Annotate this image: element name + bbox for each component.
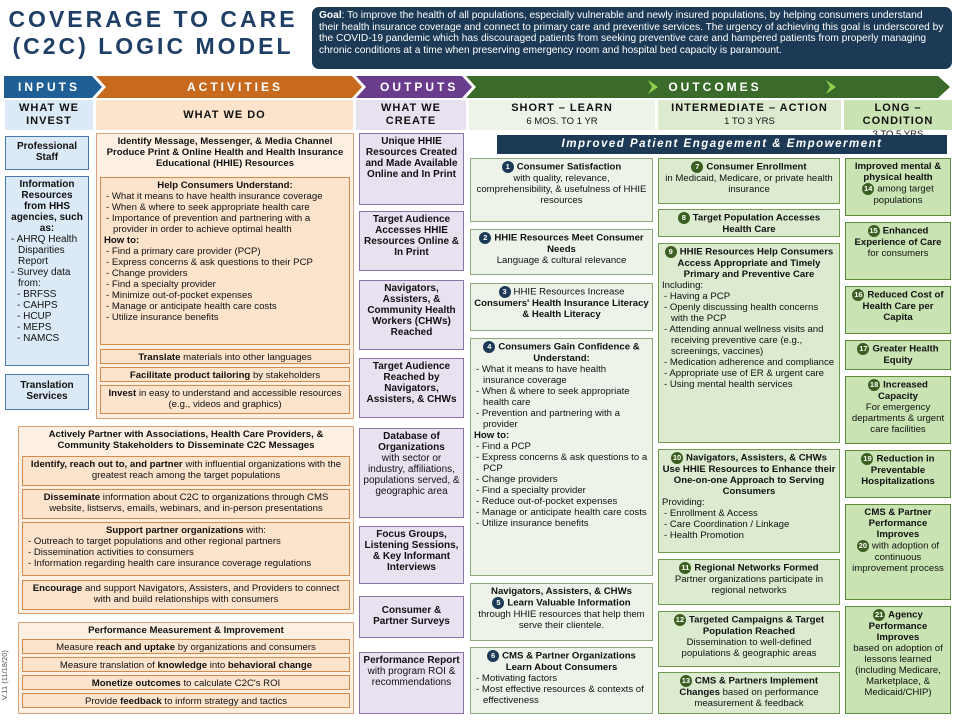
title-line-1: COVERAGE TO CARE bbox=[8, 6, 298, 32]
inter-11 bbox=[658, 559, 840, 605]
perf4-b: feedback bbox=[120, 696, 162, 707]
s4-title: Consumers Gain Confidence & Understand: bbox=[498, 341, 640, 364]
s3-b: Consumers' Health Insurance Literacy & Health Literacy bbox=[474, 298, 649, 320]
l16-num: 16 bbox=[854, 290, 863, 299]
l18-num: 18 bbox=[869, 380, 879, 389]
perf4-c: to inform strategy and tactics bbox=[161, 696, 288, 707]
page-title bbox=[8, 6, 298, 60]
input-info-title: Information Resources from HHS agencies, such as: bbox=[11, 179, 83, 234]
short-6 bbox=[470, 647, 653, 714]
support-bold: Support partner organizations bbox=[106, 525, 244, 536]
l19-num: 19 bbox=[863, 454, 872, 463]
header-outputs: OUTPUTS bbox=[380, 80, 459, 94]
activity-translate bbox=[100, 349, 350, 364]
l15-title: Enhanced Experience of Care bbox=[854, 225, 942, 248]
sub-intermediate-label: INTERMEDIATE – ACTION bbox=[671, 102, 828, 114]
banner: Improved Patient Engagement & Empowerment bbox=[497, 135, 947, 154]
i13-text: based on performance measurement & feedback bbox=[694, 687, 819, 709]
perf2-a: Measure translation of bbox=[59, 660, 158, 671]
perf-monetize bbox=[22, 675, 350, 690]
sub-long-label: LONG – CONDITION bbox=[862, 102, 934, 127]
perf2-d: behavioral change bbox=[227, 660, 313, 671]
s5-title: Learn Valuable Information bbox=[507, 597, 631, 609]
s4-howto-item: - Reduce out-of-pocket expenses bbox=[474, 496, 649, 507]
sub-intermediate bbox=[658, 100, 841, 130]
title-line-2: (C2C) LOGIC MODEL bbox=[12, 33, 294, 59]
s6-num: 6 bbox=[487, 650, 499, 662]
sub-short bbox=[469, 100, 655, 130]
l20-num: 20 bbox=[858, 541, 868, 550]
s4-howto-item: - Change providers bbox=[474, 474, 649, 485]
i10-item: - Health Promotion bbox=[662, 530, 836, 541]
activity-a1-title: Identify Message, Messenger, & Media Channel Produce Print & Online Health and Health Insurance Educational (HHIE) Resources bbox=[106, 136, 344, 169]
short-4 bbox=[470, 338, 653, 576]
sub-activities: WHAT WE DO bbox=[96, 100, 353, 130]
howto-item: - Find a primary care provider (PCP) bbox=[104, 246, 346, 257]
encourage-bold: Encourage bbox=[32, 583, 83, 594]
perf3-c: to calculate C2C's ROI bbox=[180, 678, 281, 689]
identify-bold: Identify, reach out to, and partner bbox=[30, 459, 183, 470]
activity-invest bbox=[100, 385, 350, 414]
activity-help-box bbox=[100, 177, 350, 345]
s5-text: through HHIE resources that help them serve their clientele. bbox=[478, 609, 645, 631]
howto-item: - Utilize insurance benefits bbox=[104, 312, 346, 323]
inter-10 bbox=[658, 449, 840, 553]
db-title: Database of Organizations bbox=[378, 431, 445, 453]
header-outcomes: OUTCOMES bbox=[668, 80, 762, 94]
i7-num: 7 bbox=[691, 161, 703, 173]
long-15 bbox=[845, 222, 951, 280]
perf1-a: Measure bbox=[56, 642, 97, 653]
l18-title: Increased Capacity bbox=[878, 379, 928, 402]
l21-num: 21 bbox=[875, 610, 884, 619]
invest-text: in easy to understand and accessible resources (e.g., videos and graphics) bbox=[136, 388, 342, 410]
output-2: Target Audience Accesses HHIE Resources Online & In Print bbox=[359, 211, 464, 271]
i10-title: Navigators, Assisters, & CHWs Use HHIE Resources to Enhance their One-on-one Approach to Serving Consumers bbox=[662, 452, 836, 497]
l16-title: Reduced Cost of Health Care per Capita bbox=[862, 289, 944, 323]
short-3 bbox=[470, 283, 653, 331]
howto-item: - Minimize out-of-pocket expenses bbox=[104, 290, 346, 301]
i9-item: - Attending annual wellness visits and receiving preventive care (e.g., screenings, vaccines) bbox=[662, 324, 836, 357]
s2-num: 2 bbox=[479, 232, 491, 244]
support-item: - Dissemination activities to consumers bbox=[26, 547, 346, 558]
i8-title: Target Population Accesses Health Care bbox=[692, 212, 821, 235]
howto-item: - Express concerns & ask questions to their PCP bbox=[104, 257, 346, 268]
i10-prov: Providing: bbox=[662, 497, 705, 508]
perf2-c: into bbox=[207, 660, 228, 671]
s4-howto-item: - Find a specialty provider bbox=[474, 485, 649, 496]
long-14 bbox=[845, 158, 951, 216]
long-20 bbox=[845, 504, 951, 600]
activity-tailoring bbox=[100, 367, 350, 382]
help-item: - When & where to seek appropriate health care bbox=[104, 202, 346, 213]
howto-item: - Change providers bbox=[104, 268, 346, 279]
invest-bold: Invest bbox=[108, 388, 137, 399]
long-16 bbox=[845, 286, 951, 334]
version-label: V.11 (11/18/20) bbox=[0, 650, 9, 700]
survey-item: - MEPS bbox=[15, 322, 85, 333]
perf3-b: Monetize outcomes bbox=[91, 678, 181, 689]
support-item: - Outreach to target populations and other regional partners bbox=[26, 536, 346, 547]
l21-text: based on adoption of lessons learned (including Medicare, Marketplace, & Medicaid/CHIP) bbox=[853, 643, 943, 698]
short-1 bbox=[470, 158, 653, 222]
i11-title: Regional Networks Formed bbox=[694, 562, 819, 574]
survey-item: - BRFSS bbox=[15, 289, 85, 300]
i9-item: - Having a PCP bbox=[662, 291, 836, 302]
i13-num: 13 bbox=[681, 676, 691, 685]
partner-title: Actively Partner with Associations, Health Care Providers, & Community Stakeholders to Disseminate C2C Messages bbox=[48, 429, 324, 451]
howto-item: - Find a specialty provider bbox=[104, 279, 346, 290]
sub-intermediate-time: 1 TO 3 YRS bbox=[724, 116, 775, 127]
output-1: Unique HHIE Resources Created and Made Available Online and In Print bbox=[359, 133, 464, 205]
inter-7 bbox=[658, 158, 840, 204]
perf-knowledge bbox=[22, 657, 350, 672]
i10-item: - Enrollment & Access bbox=[662, 508, 836, 519]
i9-incl: Including: bbox=[662, 280, 704, 291]
inter-13 bbox=[658, 672, 840, 714]
l20-text: with adoption of continuous improvement process bbox=[852, 540, 944, 574]
perf-feedback bbox=[22, 693, 350, 708]
l14-text: among target populations bbox=[873, 183, 934, 206]
i11-num: 11 bbox=[679, 562, 691, 574]
howto-item: - Manage or anticipate health care costs bbox=[104, 301, 346, 312]
long-18 bbox=[845, 376, 951, 444]
output-report bbox=[359, 652, 464, 714]
header-activities: ACTIVITIES bbox=[186, 80, 283, 94]
report-text: with program ROI & recommendations bbox=[367, 666, 456, 688]
i9-item: - Medication adherence and compliance bbox=[662, 357, 836, 368]
l21-title: Agency Performance Improves bbox=[868, 609, 928, 643]
perf-reach bbox=[22, 639, 350, 654]
l20-title: CMS & Partner Performance Improves bbox=[864, 507, 932, 540]
s1-title: Consumer Satisfaction bbox=[516, 161, 622, 173]
help-item: - What it means to have health insurance coverage bbox=[104, 191, 346, 202]
inter-8 bbox=[658, 209, 840, 237]
activity-encourage bbox=[22, 580, 350, 610]
i10-num: 10 bbox=[672, 453, 682, 462]
header-inputs: INPUTS bbox=[18, 80, 81, 94]
s5-top: Navigators, Assisters, & CHWs bbox=[491, 586, 632, 597]
goal-text: : To improve the health of all populations, especially vulnerable and newly insured populations, by helping consumers understand their health insurance coverage and connect to primary care and preventive services. The urgency of achieving this goal is underscored by the COVID-19 pandemic which has discouraged patients from seeking preventive care and hampered patients from properly managing chronic conditions at a time when preserving emergency room and hospital bed capacity is paramount. bbox=[319, 10, 944, 56]
i7-title: Consumer Enrollment bbox=[706, 161, 807, 173]
i12-title: Targeted Campaigns & Target Population Reached bbox=[688, 614, 825, 637]
support-item: - Information regarding health care insurance coverage regulations bbox=[26, 558, 346, 569]
s6-item: - Most effective resources & contexts of effectiveness bbox=[474, 684, 649, 706]
output-4: Target Audience Reached by Navigators, Assisters, & CHWs bbox=[359, 358, 464, 418]
i9-num: 9 bbox=[665, 246, 677, 258]
input-info-resources bbox=[5, 176, 89, 366]
i9-item: - Using mental health services bbox=[662, 379, 836, 390]
activity-disseminate bbox=[22, 489, 350, 519]
l15-text: for consumers bbox=[867, 248, 929, 259]
l15-num: 15 bbox=[869, 226, 878, 235]
i11-text: Partner organizations participate in regional networks bbox=[674, 574, 824, 596]
inter-9 bbox=[658, 243, 840, 443]
s1-num: 1 bbox=[502, 161, 514, 173]
s4-item: - When & where to seek appropriate health care bbox=[474, 386, 649, 408]
sub-short-label: SHORT – LEARN bbox=[511, 102, 613, 114]
support-text: with: bbox=[243, 525, 266, 536]
perf1-b: reach and uptake bbox=[96, 642, 176, 653]
output-database bbox=[359, 428, 464, 518]
survey-item: - NAMCS bbox=[15, 333, 85, 344]
sub-long bbox=[844, 100, 952, 130]
long-17 bbox=[845, 340, 951, 370]
tailor-bold: Facilitate product tailoring bbox=[129, 370, 251, 381]
i8-num: 8 bbox=[678, 212, 690, 224]
activity-identify bbox=[22, 456, 350, 486]
input-info-item: - AHRQ Health Disparities Report bbox=[9, 234, 85, 267]
s4-item: - What it means to have health insurance coverage bbox=[474, 364, 649, 386]
goal-box bbox=[312, 7, 952, 69]
perf-title: Performance Measurement & Improvement bbox=[88, 625, 284, 636]
i7-text: in Medicaid, Medicare, or private health insurance bbox=[665, 173, 833, 195]
i10-item: - Care Coordination / Linkage bbox=[662, 519, 836, 530]
perf4-a: Provide bbox=[84, 696, 121, 707]
help-item: - Importance of prevention and partnering with a provider in order to achieve optimal health bbox=[104, 213, 346, 235]
i9-item: - Appropriate use of ER & urgent care bbox=[662, 368, 836, 379]
l19-title: Reduction in Preventable Hospitalizations bbox=[861, 453, 935, 487]
s3-num: 3 bbox=[499, 286, 511, 298]
sub-inputs: WHAT WE INVEST bbox=[5, 100, 93, 130]
dissem-bold: Disseminate bbox=[43, 492, 101, 503]
dissem-text: information about C2C to organizations through CMS website, listservs, emails, webinars, and in-person presentations bbox=[49, 492, 329, 514]
perf1-c: by organizations and consumers bbox=[175, 642, 316, 653]
s4-num: 4 bbox=[483, 341, 495, 353]
l17-title: Greater Health Equity bbox=[872, 343, 939, 366]
s4-howto-item: - Find a PCP bbox=[474, 441, 649, 452]
inter-12 bbox=[658, 611, 840, 667]
i9-title: HHIE Resources Help Consumers Access Appropriate and Timely Primary and Preventive Care bbox=[677, 246, 834, 280]
l17-num: 17 bbox=[859, 344, 868, 353]
s6-title: CMS & Partner Organizations Learn About Consumers bbox=[502, 650, 636, 673]
l18-text: For emergency departments & urgent care facilities bbox=[851, 402, 945, 435]
identify-text: with influential organizations with the greatest reach among the target populations bbox=[91, 459, 342, 481]
s1-text: with quality, relevance, comprehensibility, & usefulness of HHIE resources bbox=[476, 173, 647, 206]
sub-short-time: 6 MOS. TO 1 YR bbox=[526, 116, 598, 127]
l14-num: 14 bbox=[864, 184, 873, 193]
s4-howto-item: - Express concerns & ask questions to a PCP bbox=[474, 452, 649, 474]
translate-bold: Translate bbox=[138, 352, 181, 363]
perf2-b: knowledge bbox=[157, 660, 208, 671]
l14-title: Improved mental & physical health bbox=[854, 161, 942, 183]
s4-howto: How to: bbox=[474, 430, 510, 441]
s3-a: HHIE Resources Increase bbox=[513, 286, 625, 298]
survey-item: - HCUP bbox=[15, 311, 85, 322]
encourage-text: and support Navigators, Assisters, and Providers to connect with and build relationships with consumers bbox=[82, 583, 340, 605]
i9-item: - Openly discussing health concerns with the PCP bbox=[662, 302, 836, 324]
input-translation: Translation Services bbox=[5, 374, 89, 410]
input-staff: Professional Staff bbox=[5, 136, 89, 170]
input-info-item: - Survey data from: bbox=[9, 267, 85, 289]
long-19 bbox=[845, 450, 951, 498]
goal-label: Goal bbox=[319, 10, 342, 21]
translate-text: materials into other languages bbox=[180, 352, 312, 363]
short-2 bbox=[470, 229, 653, 275]
i12-text: Dissemination to well-defined populations & geographic areas bbox=[681, 637, 817, 659]
i13-title: CMS & Partners Implement Changes bbox=[679, 675, 819, 698]
report-title: Performance Report bbox=[363, 655, 460, 666]
output-3: Navigators, Assisters, & Community Health Workers (CHWs) Reached bbox=[359, 280, 464, 350]
db-text: with sector or industry, affiliations, populations served, & geographic area bbox=[363, 453, 460, 497]
s6-item: - Motivating factors bbox=[474, 673, 649, 684]
long-21 bbox=[845, 606, 951, 714]
s2-title: HHIE Resources Meet Consumer Needs bbox=[494, 232, 644, 255]
s4-howto-item: - Manage or anticipate health care costs bbox=[474, 507, 649, 518]
s5-num: 5 bbox=[492, 597, 504, 609]
i12-num: 12 bbox=[675, 615, 685, 624]
tailor-text: by stakeholders bbox=[250, 370, 321, 381]
output-focus: Focus Groups, Listening Sessions, & Key Informant Interviews bbox=[359, 526, 464, 584]
survey-item: - CAHPS bbox=[15, 300, 85, 311]
sub-outputs: WHAT WE CREATE bbox=[356, 100, 466, 130]
activity-help-title: Help Consumers Understand: bbox=[157, 180, 293, 191]
short-5 bbox=[470, 583, 653, 641]
activity-howto-title: How to: bbox=[104, 235, 140, 246]
output-surveys: Consumer & Partner Surveys bbox=[359, 596, 464, 638]
s4-item: - Prevention and partnering with a provider bbox=[474, 408, 649, 430]
s2-text: Language & cultural relevance bbox=[496, 255, 627, 266]
s4-howto-item: - Utilize insurance benefits bbox=[474, 518, 649, 529]
activity-support bbox=[22, 522, 350, 576]
